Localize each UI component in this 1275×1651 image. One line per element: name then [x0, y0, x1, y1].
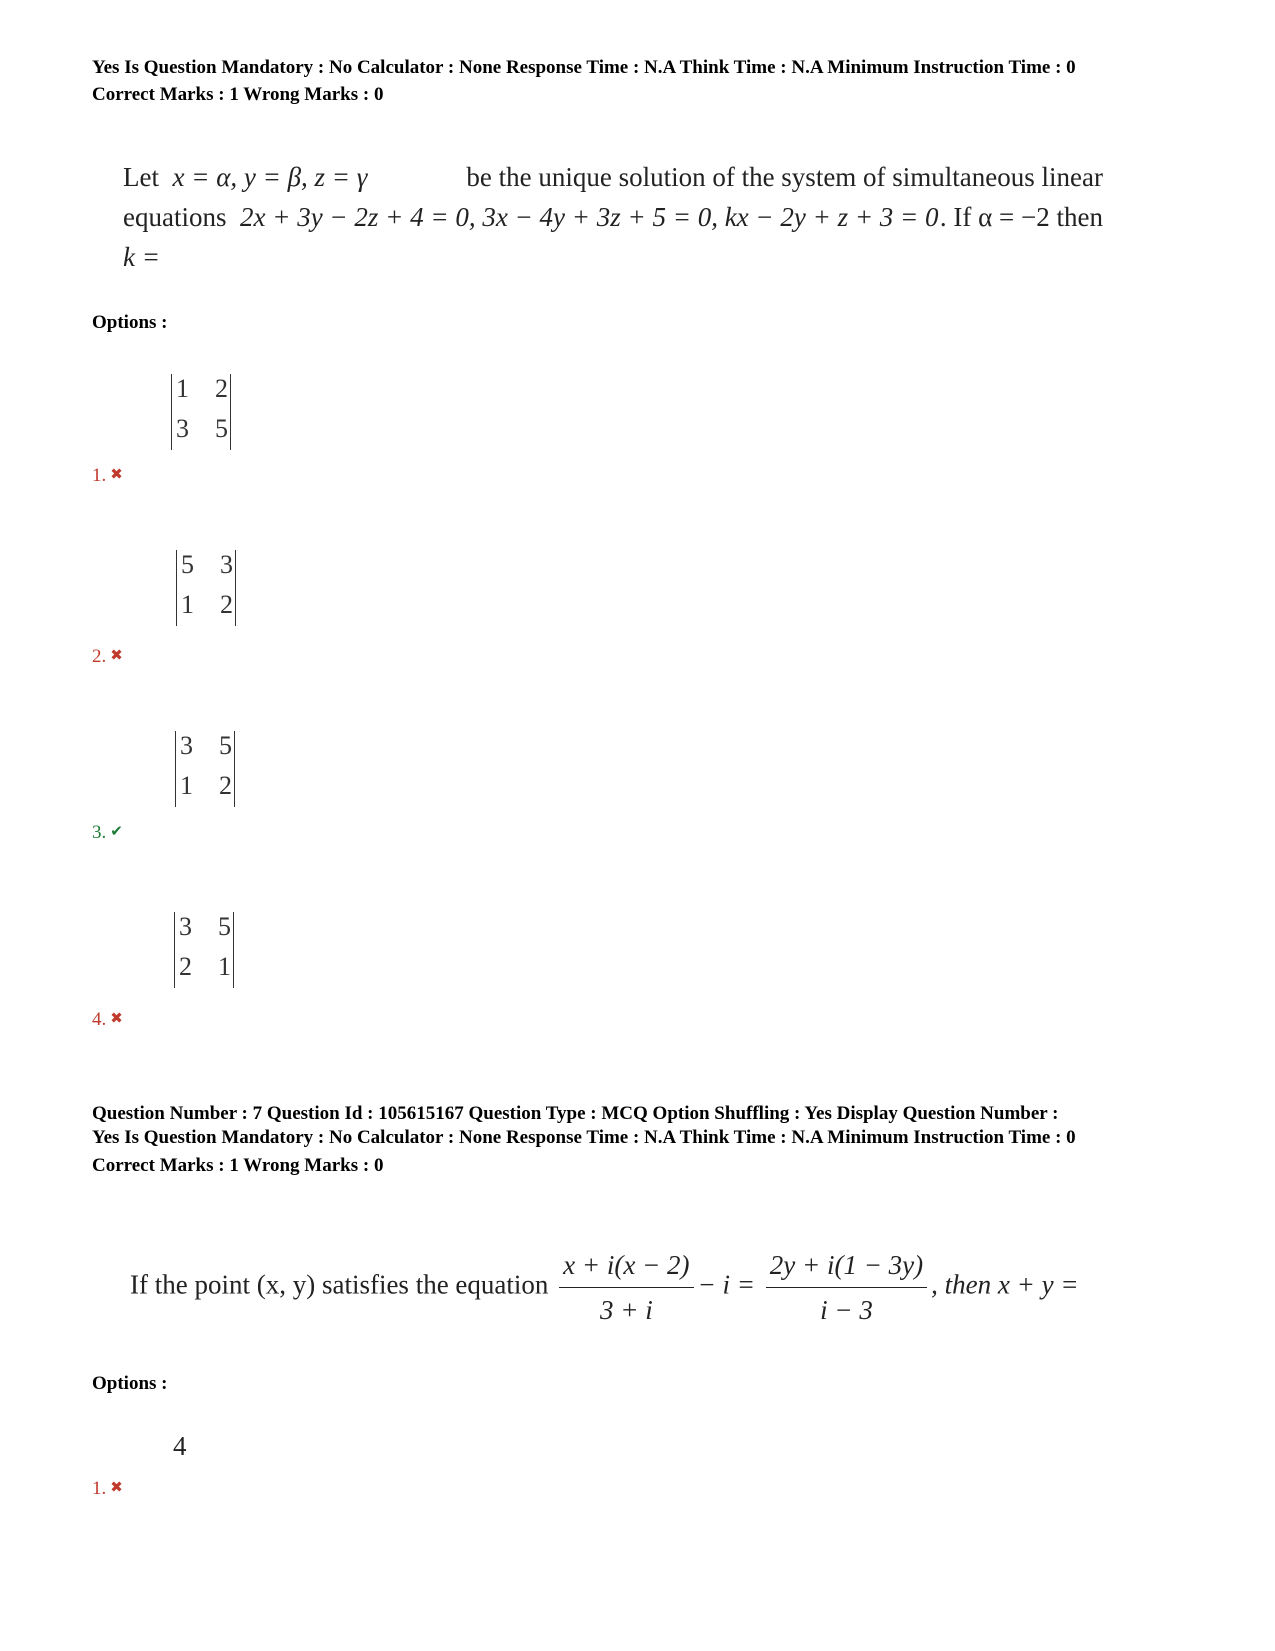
option-number: 3.	[92, 822, 107, 843]
wrong-mark-icon: ✖	[110, 467, 123, 483]
q6-equations-word: equations	[123, 202, 227, 232]
q7-option-1-value: 4	[173, 1431, 187, 1461]
q6-option-3[interactable]	[92, 822, 123, 844]
q6-option-2-determinant	[176, 550, 236, 626]
q7-options-label: Options :	[92, 1373, 168, 1394]
q6-option-4[interactable]	[92, 1009, 123, 1031]
q7-option-1[interactable]	[92, 1478, 123, 1500]
q6-option-3-determinant	[175, 731, 235, 807]
det-cell: 3	[180, 731, 193, 760]
q7-meta-line-3: Correct Marks : 1 Wrong Marks : 0	[92, 1155, 384, 1176]
q6-option-4-determinant	[174, 912, 234, 988]
q6-meta-line-2: Correct Marks : 1 Wrong Marks : 0	[92, 84, 384, 105]
det-cell: 1	[218, 952, 231, 981]
det-cell: 1	[176, 374, 189, 403]
det-cell: 1	[181, 590, 194, 619]
q6-option-1[interactable]	[92, 465, 123, 487]
q6-question-text	[123, 157, 1103, 277]
det-cell: 5	[181, 550, 194, 579]
q7-fraction-2	[766, 1245, 927, 1330]
q7-fraction-1	[559, 1245, 693, 1330]
wrong-mark-icon: ✖	[110, 1480, 123, 1496]
q7-tail: , then x + y =	[931, 1269, 1079, 1300]
q6-equations: 2x + 3y − 2z + 4 = 0, 3x − 4y + 3z + 5 = 0, kx − 2y + z + 3 = 0	[239, 202, 939, 232]
det-cell: 5	[215, 414, 228, 443]
q7-question-text	[130, 1245, 1079, 1330]
wrong-mark-icon: ✖	[110, 1011, 123, 1027]
wrong-mark-icon: ✖	[110, 648, 123, 664]
q6-options-label: Options :	[92, 312, 168, 333]
fraction-numerator: 2y + i(1 − 3y)	[766, 1245, 927, 1288]
det-cell: 2	[215, 374, 228, 403]
fraction-denominator: i − 3	[820, 1295, 873, 1325]
q6-meta-line-1: Yes Is Question Mandatory : No Calculator : None Response Time : N.A Think Time : N.A Minimum Instruction Time : 0	[92, 57, 1076, 78]
q6-let: Let	[123, 162, 159, 192]
det-cell: 2	[220, 590, 233, 619]
check-mark-icon: ✔	[110, 824, 123, 840]
option-number: 1.	[92, 465, 107, 486]
det-cell: 2	[179, 952, 192, 981]
q6-option-1-determinant	[171, 374, 231, 450]
q7-meta-line-2: Yes Is Question Mandatory : No Calculator : None Response Time : N.A Think Time : N.A Minimum Instruction Time : 0	[92, 1127, 1076, 1148]
det-cell: 3	[176, 414, 189, 443]
option-number: 2.	[92, 646, 107, 667]
det-cell: 5	[219, 731, 232, 760]
q6-be-the: be the unique solution of the system of simultaneous linear	[466, 162, 1103, 192]
det-cell: 3	[179, 912, 192, 941]
fraction-numerator: x + i(x − 2)	[559, 1245, 693, 1288]
q7-minus-i: − i =	[697, 1269, 756, 1300]
det-cell: 2	[219, 771, 232, 800]
q6-k-eq: k =	[123, 242, 160, 272]
option-number: 1.	[92, 1478, 107, 1499]
q7-meta-line-1: Question Number : 7 Question Id : 105615167 Question Type : MCQ Option Shuffling : Yes Display Question Number :	[92, 1103, 1059, 1124]
q6-solution-vars: x = α, y = β, z = γ	[172, 162, 368, 192]
option-number: 4.	[92, 1009, 107, 1030]
det-cell: 3	[220, 550, 233, 579]
det-cell: 1	[180, 771, 193, 800]
q6-if-alpha: . If α = −2 then	[939, 202, 1103, 232]
det-cell: 5	[218, 912, 231, 941]
q7-lead: If the point (x, y) satisfies the equation	[130, 1269, 549, 1300]
fraction-denominator: 3 + i	[599, 1295, 653, 1325]
q6-option-2[interactable]	[92, 646, 123, 668]
